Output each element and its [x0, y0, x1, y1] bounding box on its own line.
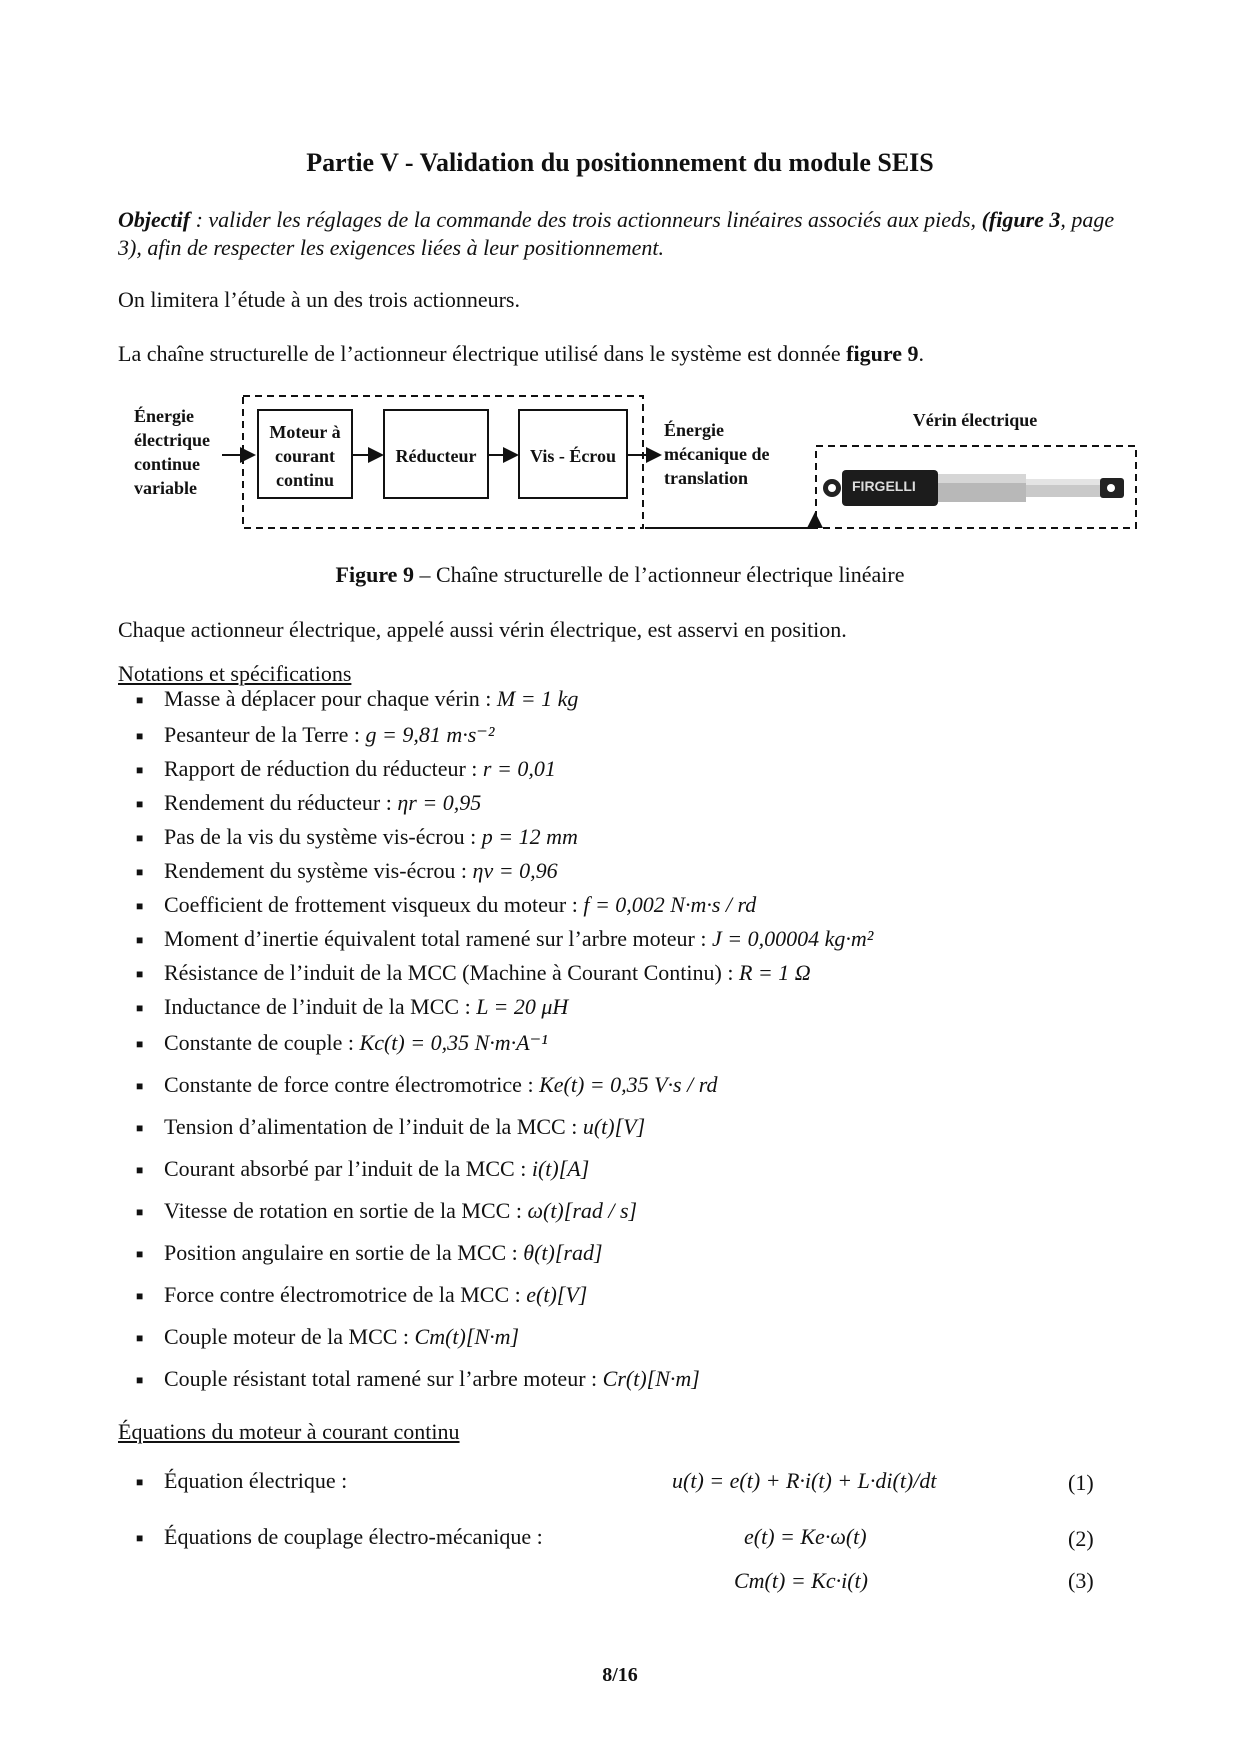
actuator-brand-logo: FIRGELLI [852, 478, 916, 494]
spec-label: Position angulaire en sortie de la MCC : [164, 1240, 524, 1265]
spec-value: J = 0,00004 kg·m² [711, 926, 874, 951]
page-number: 8/16 [602, 1664, 638, 1686]
actuator-title: Vérin électrique [912, 410, 1038, 430]
spec-value: r = 0,01 [482, 756, 556, 781]
spec-label: Rendement du système vis-écrou : [164, 858, 473, 883]
page-title: Partie V - Validation du positionnement du module SEIS [306, 148, 934, 177]
spec-value: ηr = 0,95 [397, 790, 482, 815]
caption-label: Figure 9 [335, 562, 414, 587]
spec-label: Pas de la vis du système vis-écrou : [164, 824, 482, 849]
equation-2-number: (2) [1068, 1526, 1094, 1551]
spec-value: Cr(t)[N·m] [602, 1366, 700, 1391]
spec-value: g = 9,81 m·s⁻² [365, 722, 495, 747]
spec-value: L = 20 μH [476, 994, 569, 1019]
spec-label: Pesanteur de la Terre : [164, 722, 366, 747]
spec-label: Couple moteur de la MCC : [164, 1324, 415, 1349]
equation-2: e(t) = Ke·ω(t) [744, 1524, 867, 1549]
spec-label: Rapport de réduction du réducteur : [164, 756, 483, 781]
screw-nut-label: Vis - Écrou [529, 446, 617, 466]
equation-3-number: (3) [1068, 1568, 1094, 1593]
equation-coupling-label: Équations de couplage électro-mécanique : [164, 1524, 543, 1549]
arrow-to-actuator [645, 514, 815, 528]
input-energy-label-3: continue [134, 454, 201, 474]
chain-end: . [918, 341, 924, 366]
notations-heading: Notations et spécifications [118, 661, 352, 686]
objective-text: : valider les réglages de la commande des trois actionneurs linéaires associés aux pieds, [190, 207, 982, 232]
spec-value: Ke(t) = 0,35 V·s / rd [539, 1072, 718, 1097]
spec-value: θ(t)[rad] [523, 1240, 603, 1265]
spec-label: Constante de force contre électromotrice : [164, 1072, 540, 1097]
objective-figure-ref: (figure 3 [981, 207, 1061, 232]
objective-text-end: , page 3), afin de respecter les exigences liées à leur positionnement. [118, 207, 1115, 260]
figure-caption [0, 562, 1240, 588]
chain-text: La chaîne structurelle de l’actionneur électrique utilisé dans le système est donnée [118, 341, 847, 366]
input-energy-label-2: électrique [134, 430, 210, 450]
objective-label: Objectif [118, 207, 191, 232]
motor-label-3: continu [275, 470, 335, 490]
output-energy-label-1: Énergie [664, 420, 724, 440]
spec-value: M = 1 kg [496, 686, 579, 711]
spec-label: Couple résistant total ramené sur l’arbre moteur : [164, 1366, 603, 1391]
actuator-paragraph: Chaque actionneur électrique, appelé aussi vérin électrique, est asservi en position. [118, 617, 847, 642]
motor-label-2: courant [275, 446, 335, 466]
spec-label: Inductance de l’induit de la MCC : [164, 994, 477, 1019]
structural-chain-diagram [0, 0, 1240, 560]
equation-electric-label: Équation électrique : [164, 1468, 348, 1493]
reducer-label: Réducteur [395, 446, 477, 466]
input-energy-label: Énergie [134, 406, 194, 426]
spec-value: R = 1 Ω [738, 960, 811, 985]
equation-1: u(t) = e(t) + R·i(t) + L·di(t)/dt [672, 1468, 937, 1493]
spec-label: Coefficient de frottement visqueux du moteur : [164, 892, 584, 917]
spec-value: e(t)[V] [526, 1282, 588, 1307]
limit-paragraph: On limitera l’étude à un des trois actionneurs. [118, 287, 520, 312]
output-energy-label-2: mécanique de [664, 444, 770, 464]
spec-label: Vitesse de rotation en sortie de la MCC : [164, 1198, 528, 1223]
linear-actuator-image [823, 470, 1124, 506]
chain-figure-ref: figure 9 [846, 341, 919, 366]
equation-1-number: (1) [1068, 1470, 1094, 1495]
spec-label: Constante de couple : [164, 1030, 360, 1055]
spec-label: Force contre électromotrice de la MCC : [164, 1282, 527, 1307]
equation-3: Cm(t) = Kc·i(t) [734, 1568, 868, 1593]
caption-text: – Chaîne structurelle de l’actionneur électrique linéaire [413, 562, 905, 587]
spec-value: Kc(t) = 0,35 N·m·A⁻¹ [359, 1030, 548, 1055]
spec-value: p = 12 mm [481, 824, 578, 849]
spec-value: i(t)[A] [531, 1156, 590, 1181]
spec-label: Courant absorbé par l’induit de la MCC : [164, 1156, 532, 1181]
spec-value: u(t)[V] [582, 1114, 646, 1139]
input-energy-label-4: variable [134, 478, 197, 498]
spec-value: f = 0,002 N·m·s / rd [583, 892, 757, 917]
spec-value: ω(t)[rad / s] [527, 1198, 638, 1223]
spec-label: Moment d’inertie équivalent total ramené sur l’arbre moteur : [164, 926, 712, 951]
equations-heading: Équations du moteur à courant continu [118, 1419, 460, 1444]
spec-label: Tension d’alimentation de l’induit de la MCC : [164, 1114, 583, 1139]
spec-label: Rendement du réducteur : [164, 790, 398, 815]
spec-value: Cm(t)[N·m] [414, 1324, 520, 1349]
spec-value: ηv = 0,96 [472, 858, 558, 883]
output-energy-label-3: translation [664, 468, 749, 488]
motor-label-1: Moteur à [269, 422, 341, 442]
spec-label: Résistance de l’induit de la MCC (Machine à Courant Continu) : [164, 960, 739, 985]
spec-label: Masse à déplacer pour chaque vérin : [164, 686, 497, 711]
